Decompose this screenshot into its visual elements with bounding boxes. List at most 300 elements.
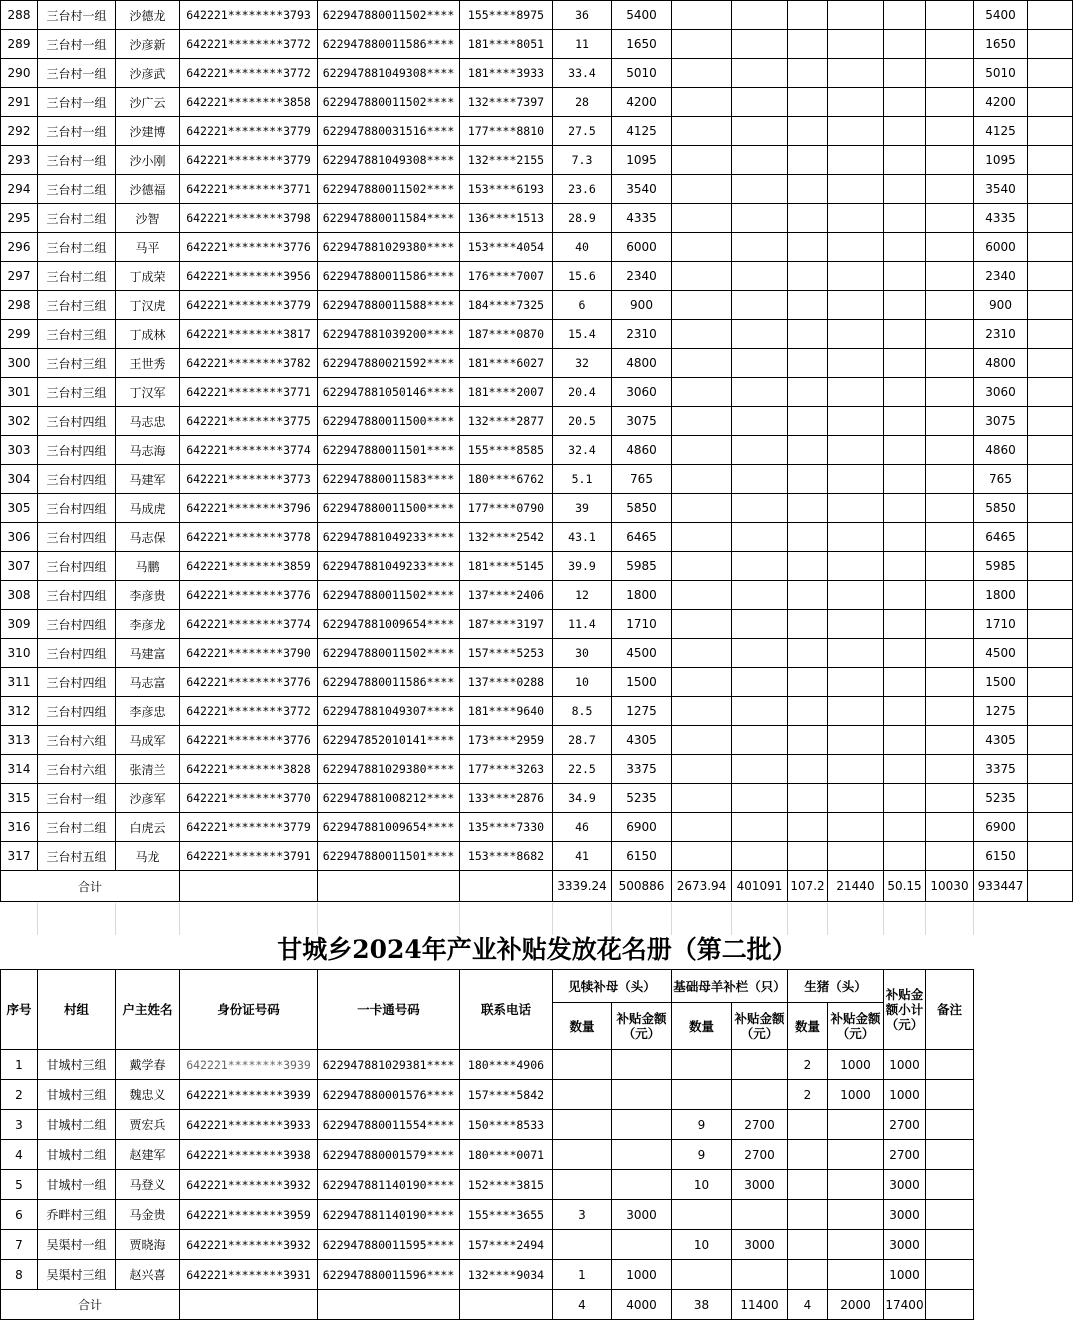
- cell-empty: [672, 755, 732, 784]
- cell-subtotal: 3060: [974, 378, 1028, 407]
- cell-remark: [926, 1050, 974, 1080]
- cell-village: 三台村一组: [38, 784, 116, 813]
- cell-remark: [1028, 465, 1073, 494]
- cell-remark: [1028, 436, 1073, 465]
- cell-empty: [884, 320, 926, 349]
- cell-remark: [1028, 523, 1073, 552]
- table-row: [1, 697, 1073, 726]
- total-row: [1, 1290, 974, 1320]
- cell-pig-amount: [828, 1230, 884, 1260]
- cell-id-number: 642221********3779: [180, 146, 318, 175]
- cell-calf-amount: [612, 1050, 672, 1080]
- cell-village: 吴渠村三组: [38, 1260, 116, 1290]
- cell-phone: 176****7007: [460, 262, 553, 291]
- cell-quantity: 22.5: [553, 755, 612, 784]
- cell-village: 三台村六组: [38, 726, 116, 755]
- cell-calf-amount: 3000: [612, 1200, 672, 1230]
- cell-empty: [828, 320, 884, 349]
- cell-empty: [788, 378, 828, 407]
- table-row: [1, 1110, 974, 1140]
- cell-empty: [672, 465, 732, 494]
- cell-ewe-amount: [732, 1050, 788, 1080]
- cell-phone: 133****2876: [460, 784, 553, 813]
- cell-card-number: 622947881008212****: [318, 784, 460, 813]
- cell-empty: [828, 552, 884, 581]
- cell-remark: [926, 1290, 974, 1320]
- cell-empty: [732, 59, 788, 88]
- cell-phone: 181****6027: [460, 349, 553, 378]
- table-row: [1, 378, 1073, 407]
- cell-ewe-qty: 10: [672, 1170, 732, 1200]
- cell-subtotal: 1000: [884, 1050, 926, 1080]
- cell-calf-amount: [612, 1140, 672, 1170]
- cell-card-number: 622947880011586****: [318, 262, 460, 291]
- cell-amount: 6000: [612, 233, 672, 262]
- cell-empty: [884, 639, 926, 668]
- cell-amount: 5400: [612, 1, 672, 30]
- cell-empty: [732, 581, 788, 610]
- cell-amount: 4200: [612, 88, 672, 117]
- cell-phone: 177****8810: [460, 117, 553, 146]
- header-amount: 补贴金额（元）: [612, 1003, 672, 1050]
- cell-empty: [788, 30, 828, 59]
- cell-ewe-qty: 9: [672, 1140, 732, 1170]
- cell-empty: [788, 204, 828, 233]
- cell-empty: [926, 59, 974, 88]
- cell-empty: [672, 494, 732, 523]
- cell-calf-qty: [553, 1170, 612, 1200]
- total-value: 107.2: [788, 871, 828, 902]
- cell-empty: [828, 291, 884, 320]
- cell-id-number: 642221********3798: [180, 204, 318, 233]
- cell-card-number: 622947880011501****: [318, 842, 460, 871]
- cell-village: 三台村三组: [38, 349, 116, 378]
- cell-remark: [1028, 175, 1073, 204]
- cell-card-number: 622947880031516****: [318, 117, 460, 146]
- cell-empty: [672, 175, 732, 204]
- cell-empty: [828, 668, 884, 697]
- cell-quantity: 40: [553, 233, 612, 262]
- cell-quantity: 11: [553, 30, 612, 59]
- header-phone: 联系电话: [460, 970, 553, 1050]
- cell-empty: [926, 842, 974, 871]
- cell-amount: 4305: [612, 726, 672, 755]
- cell-subtotal: 4800: [974, 349, 1028, 378]
- cell-empty: [732, 755, 788, 784]
- cell-name: 丁汉军: [116, 378, 180, 407]
- header-qty: 数量: [672, 1003, 732, 1050]
- cell-subtotal: 1650: [974, 30, 1028, 59]
- table-row: [1, 1140, 974, 1170]
- cell-card-number: 622947880021592****: [318, 349, 460, 378]
- cell-empty: [828, 233, 884, 262]
- table-row: [1, 1080, 974, 1110]
- table-row: [1, 88, 1073, 117]
- cell-seq: 294: [1, 175, 38, 204]
- cell-empty: [926, 494, 974, 523]
- cell-village: 三台村二组: [38, 262, 116, 291]
- cell-empty: [884, 175, 926, 204]
- cell-subtotal: 3375: [974, 755, 1028, 784]
- cell-card-number: 622947881049233****: [318, 523, 460, 552]
- cell-empty: [926, 407, 974, 436]
- cell-empty: [828, 117, 884, 146]
- cell-phone: 173****2959: [460, 726, 553, 755]
- cell-empty: [732, 726, 788, 755]
- cell-id-number: 642221********3772: [180, 697, 318, 726]
- cell-subtotal: 3540: [974, 175, 1028, 204]
- cell-village: 三台村一组: [38, 1, 116, 30]
- cell-seq: 312: [1, 697, 38, 726]
- total-value: 933447: [974, 871, 1028, 902]
- table-row: [1, 320, 1073, 349]
- cell-empty: [788, 523, 828, 552]
- cell-quantity: 41: [553, 842, 612, 871]
- cell-empty: [926, 349, 974, 378]
- cell-empty: [828, 726, 884, 755]
- cell-subtotal: 6150: [974, 842, 1028, 871]
- cell-subtotal: 4500: [974, 639, 1028, 668]
- cell-seq: 308: [1, 581, 38, 610]
- cell-ewe-amount: 2700: [732, 1140, 788, 1170]
- cell-id-number: 642221********3931: [180, 1260, 318, 1290]
- cell-remark: [1028, 204, 1073, 233]
- cell-empty: [788, 117, 828, 146]
- total-value: 2000: [828, 1290, 884, 1320]
- cell-quantity: 43.1: [553, 523, 612, 552]
- cell-empty: [884, 523, 926, 552]
- cell-pig-amount: [828, 1260, 884, 1290]
- cell-empty: [788, 755, 828, 784]
- cell-ewe-amount: [732, 1260, 788, 1290]
- cell-pig-qty: [788, 1230, 828, 1260]
- cell-card-number: 622947881009654****: [318, 813, 460, 842]
- cell-remark: [1028, 581, 1073, 610]
- cell-empty: [926, 117, 974, 146]
- cell-seq: 298: [1, 291, 38, 320]
- cell-name: 戴学春: [116, 1050, 180, 1080]
- table-row: [1, 610, 1073, 639]
- header-group-pig: 生猪（头）: [788, 970, 884, 1003]
- cell-empty: [884, 1, 926, 30]
- cell-name: 李彦贵: [116, 581, 180, 610]
- cell-empty: [926, 204, 974, 233]
- cell-phone: 135****7330: [460, 813, 553, 842]
- cell-name: 马建富: [116, 639, 180, 668]
- cell-remark: [1028, 639, 1073, 668]
- cell-seq: 304: [1, 465, 38, 494]
- cell-card-number: 622947880011500****: [318, 407, 460, 436]
- cell-empty: [926, 436, 974, 465]
- cell-remark: [1028, 1, 1073, 30]
- table-row: [1, 668, 1073, 697]
- cell-id-number: 642221********3770: [180, 784, 318, 813]
- cell-empty: [672, 146, 732, 175]
- header-seq: 序号: [1, 970, 38, 1050]
- cell-subtotal: 1275: [974, 697, 1028, 726]
- cell-remark: [1028, 59, 1073, 88]
- cell-subtotal: 5850: [974, 494, 1028, 523]
- cell-seq: 292: [1, 117, 38, 146]
- cell-empty: [884, 88, 926, 117]
- cell-village: 三台村四组: [38, 523, 116, 552]
- cell-phone: 150****8533: [460, 1110, 553, 1140]
- cell-card-number: 622947880011554****: [318, 1110, 460, 1140]
- cell-phone: 180****4906: [460, 1050, 553, 1080]
- cell-id-number: 642221********3817: [180, 320, 318, 349]
- cell-subtotal: 4200: [974, 88, 1028, 117]
- batch2-title: 甘城乡2024年产业补贴发放花名册（第二批）: [277, 935, 797, 964]
- cell-empty: [926, 755, 974, 784]
- cell-empty: [180, 1290, 318, 1320]
- cell-phone: 155****8975: [460, 1, 553, 30]
- cell-phone: 177****0790: [460, 494, 553, 523]
- header-group-ewe: 基础母羊补栏（只）: [672, 970, 788, 1003]
- header-subtotal: 补贴金额小计（元）: [884, 970, 926, 1050]
- cell-id-number: 642221********3772: [180, 59, 318, 88]
- cell-id-number: 642221********3776: [180, 668, 318, 697]
- cell-empty: [672, 59, 732, 88]
- cell-subtotal: 4335: [974, 204, 1028, 233]
- cell-subtotal: 2700: [884, 1140, 926, 1170]
- cell-name: 沙彦军: [116, 784, 180, 813]
- cell-empty: [672, 204, 732, 233]
- cell-seq: 2: [1, 1080, 38, 1110]
- cell-empty: [926, 726, 974, 755]
- cell-quantity: 39.9: [553, 552, 612, 581]
- cell-empty: [926, 552, 974, 581]
- cell-empty: [672, 581, 732, 610]
- cell-empty: [732, 842, 788, 871]
- cell-quantity: 11.4: [553, 610, 612, 639]
- cell-seq: 306: [1, 523, 38, 552]
- cell-empty: [884, 291, 926, 320]
- cell-remark: [1028, 30, 1073, 59]
- cell-card-number: 622947881039200****: [318, 320, 460, 349]
- cell-name: 沙智: [116, 204, 180, 233]
- cell-amount: 2310: [612, 320, 672, 349]
- cell-empty: [926, 784, 974, 813]
- cell-village: 三台村三组: [38, 291, 116, 320]
- cell-subtotal: 765: [974, 465, 1028, 494]
- cell-remark: [1028, 494, 1073, 523]
- cell-empty: [884, 813, 926, 842]
- cell-name: 沙彦新: [116, 30, 180, 59]
- cell-village: 甘城村一组: [38, 1170, 116, 1200]
- header-village: 村组: [38, 970, 116, 1050]
- cell-seq: 295: [1, 204, 38, 233]
- cell-empty: [732, 175, 788, 204]
- cell-seq: 288: [1, 1, 38, 30]
- cell-seq: 3: [1, 1110, 38, 1140]
- cell-id-number: 642221********3793: [180, 1, 318, 30]
- total-value: 2673.94: [672, 871, 732, 902]
- cell-village: 三台村一组: [38, 88, 116, 117]
- cell-amount: 6900: [612, 813, 672, 842]
- cell-phone: 132****9034: [460, 1260, 553, 1290]
- cell-empty: [732, 436, 788, 465]
- cell-ewe-amount: [732, 1080, 788, 1110]
- cell-empty: [828, 88, 884, 117]
- cell-quantity: 15.6: [553, 262, 612, 291]
- cell-empty: [788, 349, 828, 378]
- cell-subtotal: 5010: [974, 59, 1028, 88]
- cell-quantity: 23.6: [553, 175, 612, 204]
- cell-quantity: 32: [553, 349, 612, 378]
- cell-amount: 5235: [612, 784, 672, 813]
- cell-id-number: 642221********3828: [180, 755, 318, 784]
- table-row: [1, 1, 1073, 30]
- cell-calf-amount: 1000: [612, 1260, 672, 1290]
- cell-name: 李彦龙: [116, 610, 180, 639]
- cell-empty: [884, 436, 926, 465]
- cell-ewe-qty: [672, 1080, 732, 1110]
- cell-empty: [788, 146, 828, 175]
- cell-id-number: 642221********3771: [180, 175, 318, 204]
- cell-empty: [672, 552, 732, 581]
- cell-empty: [884, 784, 926, 813]
- cell-seq: 316: [1, 813, 38, 842]
- cell-empty: [884, 146, 926, 175]
- cell-pig-qty: [788, 1170, 828, 1200]
- cell-name: 沙彦武: [116, 59, 180, 88]
- cell-name: 丁成荣: [116, 262, 180, 291]
- cell-quantity: 7.3: [553, 146, 612, 175]
- cell-card-number: 622947880011502****: [318, 1, 460, 30]
- cell-quantity: 39: [553, 494, 612, 523]
- cell-empty: [732, 465, 788, 494]
- cell-empty: [732, 117, 788, 146]
- cell-id-number: 642221********3938: [180, 1140, 318, 1170]
- cell-subtotal: 4125: [974, 117, 1028, 146]
- cell-ewe-qty: 9: [672, 1110, 732, 1140]
- cell-card-number: 622947881140190****: [318, 1170, 460, 1200]
- cell-id-number: 642221********3782: [180, 349, 318, 378]
- cell-empty: [732, 784, 788, 813]
- cell-amount: 1710: [612, 610, 672, 639]
- cell-id-number: 642221********3774: [180, 436, 318, 465]
- table-row: [1, 175, 1073, 204]
- cell-empty: [672, 697, 732, 726]
- cell-quantity: 33.4: [553, 59, 612, 88]
- cell-empty: [828, 59, 884, 88]
- cell-remark: [1028, 378, 1073, 407]
- cell-calf-qty: [553, 1110, 612, 1140]
- total-value: 4: [553, 1290, 612, 1320]
- cell-empty: [788, 494, 828, 523]
- cell-calf-amount: [612, 1080, 672, 1110]
- cell-seq: 8: [1, 1260, 38, 1290]
- cell-empty: [788, 436, 828, 465]
- cell-empty: [926, 88, 974, 117]
- cell-pig-qty: 2: [788, 1080, 828, 1110]
- cell-village: 三台村四组: [38, 465, 116, 494]
- cell-seq: 290: [1, 59, 38, 88]
- cell-village: 三台村四组: [38, 639, 116, 668]
- cell-amount: 4800: [612, 349, 672, 378]
- cell-subtotal: 2310: [974, 320, 1028, 349]
- cell-phone: 177****3263: [460, 755, 553, 784]
- cell-village: 三台村二组: [38, 233, 116, 262]
- cell-remark: [1028, 117, 1073, 146]
- cell-empty: [788, 784, 828, 813]
- cell-phone: 132****7397: [460, 88, 553, 117]
- cell-village: 三台村二组: [38, 813, 116, 842]
- cell-empty: [884, 465, 926, 494]
- cell-ewe-qty: [672, 1050, 732, 1080]
- total-value: 11400: [732, 1290, 788, 1320]
- cell-quantity: 15.4: [553, 320, 612, 349]
- cell-empty: [732, 668, 788, 697]
- cell-seq: 291: [1, 88, 38, 117]
- cell-village: 甘城村三组: [38, 1080, 116, 1110]
- table-row: [1, 59, 1073, 88]
- table-row: [1, 842, 1073, 871]
- table-row: [1, 784, 1073, 813]
- cell-amount: 2340: [612, 262, 672, 291]
- cell-id-number: 642221********3859: [180, 552, 318, 581]
- cell-phone: 181****5145: [460, 552, 553, 581]
- cell-name: 沙广云: [116, 88, 180, 117]
- total-label: 合计: [1, 1290, 180, 1320]
- cell-calf-qty: 3: [553, 1200, 612, 1230]
- cell-empty: [788, 59, 828, 88]
- cell-ewe-amount: 3000: [732, 1170, 788, 1200]
- cell-pig-amount: [828, 1110, 884, 1140]
- header-remark: 备注: [926, 970, 974, 1050]
- cell-name: 马鹏: [116, 552, 180, 581]
- cell-pig-qty: [788, 1260, 828, 1290]
- cell-village: 三台村四组: [38, 407, 116, 436]
- cell-village: 三台村一组: [38, 146, 116, 175]
- total-value: 21440: [828, 871, 884, 902]
- total-value: 17400: [884, 1290, 926, 1320]
- cell-name: 王世秀: [116, 349, 180, 378]
- cell-quantity: 34.9: [553, 784, 612, 813]
- cell-village: 三台村三组: [38, 378, 116, 407]
- cell-name: 马登义: [116, 1170, 180, 1200]
- cell-name: 马志保: [116, 523, 180, 552]
- table-row: [1, 726, 1073, 755]
- cell-subtotal: 1095: [974, 146, 1028, 175]
- cell-ewe-amount: [732, 1200, 788, 1230]
- cell-id-number: 642221********3772: [180, 30, 318, 59]
- table-row: [1, 1200, 974, 1230]
- table-row: [1, 117, 1073, 146]
- cell-empty: [788, 465, 828, 494]
- cell-remark: [1028, 871, 1073, 902]
- cell-id-number: 642221********3932: [180, 1170, 318, 1200]
- cell-empty: [828, 465, 884, 494]
- cell-name: 马志海: [116, 436, 180, 465]
- cell-id-number: 642221********3791: [180, 842, 318, 871]
- table-row: [1, 1050, 974, 1080]
- table-row: [1, 146, 1073, 175]
- cell-subtotal: 1710: [974, 610, 1028, 639]
- cell-quantity: 28.7: [553, 726, 612, 755]
- cell-seq: 311: [1, 668, 38, 697]
- header-qty: 数量: [553, 1003, 612, 1050]
- cell-subtotal: 6000: [974, 233, 1028, 262]
- cell-empty: [828, 639, 884, 668]
- cell-amount: 6150: [612, 842, 672, 871]
- cell-village: 三台村四组: [38, 610, 116, 639]
- cell-subtotal: 5400: [974, 1, 1028, 30]
- cell-seq: 310: [1, 639, 38, 668]
- cell-empty: [460, 871, 553, 902]
- cell-id-number: 642221********3790: [180, 639, 318, 668]
- total-value: 38: [672, 1290, 732, 1320]
